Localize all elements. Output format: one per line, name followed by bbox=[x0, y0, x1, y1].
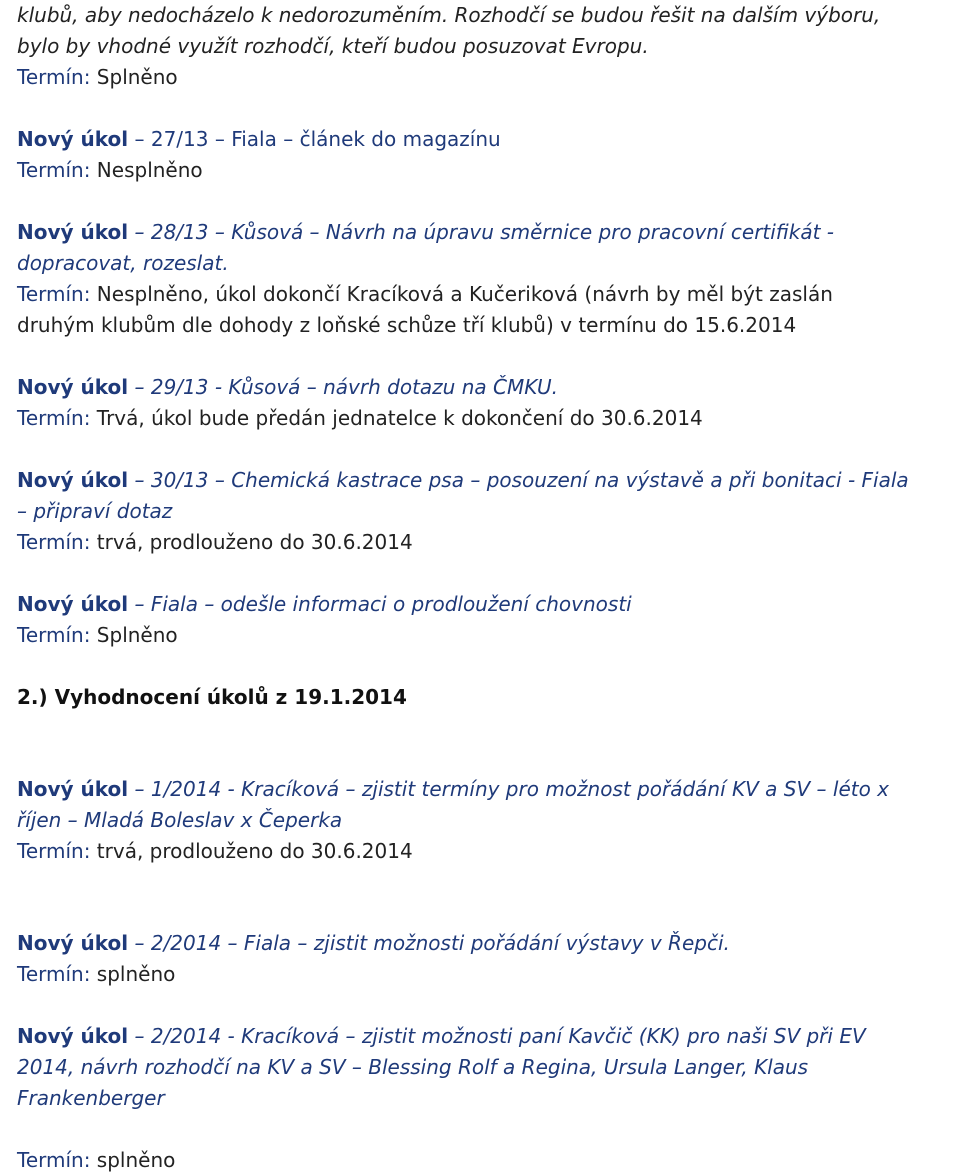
task-text-cont: – připraví dotaz bbox=[17, 499, 173, 523]
task-text: – 29/13 - Kůsová – návrh dotazu na ČMKU. bbox=[128, 375, 558, 399]
task-label: Nový úkol bbox=[17, 592, 129, 616]
task-label: Nový úkol bbox=[17, 931, 129, 955]
termin-label: Termín: bbox=[17, 962, 91, 986]
task-heading bbox=[17, 1021, 947, 1052]
task-heading bbox=[17, 124, 947, 155]
termin-label: Termín: bbox=[17, 839, 91, 863]
task-heading bbox=[17, 928, 947, 959]
task-heading bbox=[17, 372, 947, 403]
task-termin bbox=[17, 836, 947, 867]
termin-value: trvá, prodlouženo do 30.6.2014 bbox=[90, 839, 413, 863]
task-termin bbox=[17, 620, 947, 651]
termin-value: Nesplněno bbox=[90, 158, 203, 182]
task-termin bbox=[17, 155, 947, 186]
intro-termin bbox=[17, 62, 947, 93]
task-heading bbox=[17, 217, 947, 248]
termin-value: Trvá, úkol bude předán jednatelce k dokončení do 30.6.2014 bbox=[90, 406, 703, 430]
task-text-cont: říjen – Mladá Boleslav x Čeperka bbox=[17, 808, 343, 832]
task-termin bbox=[17, 959, 947, 990]
task-text: – 27/13 – Fiala – článek do magazínu bbox=[128, 127, 501, 151]
termin-value: splněno bbox=[90, 1148, 176, 1172]
task-text: – Fiala – odešle informaci o prodloužení chovnosti bbox=[128, 592, 632, 616]
task-heading bbox=[17, 589, 947, 620]
task-text-cont: 2014, návrh rozhodčí na KV a SV – Blessing Rolf a Regina, Ursula Langer, Klaus bbox=[17, 1055, 809, 1079]
termin-label: Termín: bbox=[17, 530, 91, 554]
task-text-cont: dopracovat, rozeslat. bbox=[17, 251, 229, 275]
task-label: Nový úkol bbox=[17, 220, 129, 244]
termin-value: splněno bbox=[90, 962, 176, 986]
termin-label: Termín: bbox=[17, 282, 91, 306]
termin-value: Nesplněno, úkol dokončí Kracíková a Kučeriková (návrh by měl být zaslán bbox=[90, 282, 833, 306]
termin-value-cont: druhým klubům dle dohody z loňské schůze tří klubů) v termínu do 15.6.2014 bbox=[17, 313, 797, 337]
termin-value: Splněno bbox=[90, 623, 178, 647]
task-heading bbox=[17, 774, 947, 805]
task-text: – 28/13 – Kůsová – Návrh na úpravu směrnice pro pracovní certifikát - bbox=[128, 220, 834, 244]
termin-label: Termín: bbox=[17, 1148, 91, 1172]
termin-label: Termín: bbox=[17, 158, 91, 182]
task-label: Nový úkol bbox=[17, 777, 129, 801]
termin-value: Splněno bbox=[90, 65, 178, 89]
task-text: – 2/2014 - Kracíková – zjistit možnosti paní Kavčič (KK) pro naši SV při EV bbox=[128, 1024, 866, 1048]
task-text: – 30/13 – Chemická kastrace psa – posouzení na výstavě a při bonitaci - Fiala bbox=[128, 468, 909, 492]
task-text-cont: Frankenberger bbox=[17, 1086, 165, 1110]
task-termin bbox=[17, 403, 947, 434]
task-label: Nový úkol bbox=[17, 468, 129, 492]
task-text: – 2/2014 – Fiala – zjistit možnosti pořádání výstavy v Řepči. bbox=[128, 931, 730, 955]
termin-label: Termín: bbox=[17, 65, 91, 89]
task-heading bbox=[17, 465, 947, 496]
task-text: – 1/2014 - Kracíková – zjistit termíny pro možnost pořádání KV a SV – léto x bbox=[128, 777, 890, 801]
task-termin bbox=[17, 279, 947, 310]
task-termin bbox=[17, 1145, 947, 1176]
intro-line-1: klubů, aby nedocházelo k nedorozuměním. Rozhodčí se budou řešit na dalším výboru, bbox=[17, 3, 881, 27]
task-label: Nový úkol bbox=[17, 375, 129, 399]
termin-value: trvá, prodlouženo do 30.6.2014 bbox=[90, 530, 413, 554]
document-page bbox=[17, 0, 947, 1176]
task-label: Nový úkol bbox=[17, 1024, 129, 1048]
task-termin bbox=[17, 527, 947, 558]
termin-label: Termín: bbox=[17, 623, 91, 647]
intro-line-2: bylo by vhodné využít rozhodčí, kteří budou posuzovat Evropu. bbox=[17, 34, 649, 58]
section-heading: 2.) Vyhodnocení úkolů z 19.1.2014 bbox=[17, 685, 407, 709]
task-label: Nový úkol bbox=[17, 127, 129, 151]
termin-label: Termín: bbox=[17, 406, 91, 430]
